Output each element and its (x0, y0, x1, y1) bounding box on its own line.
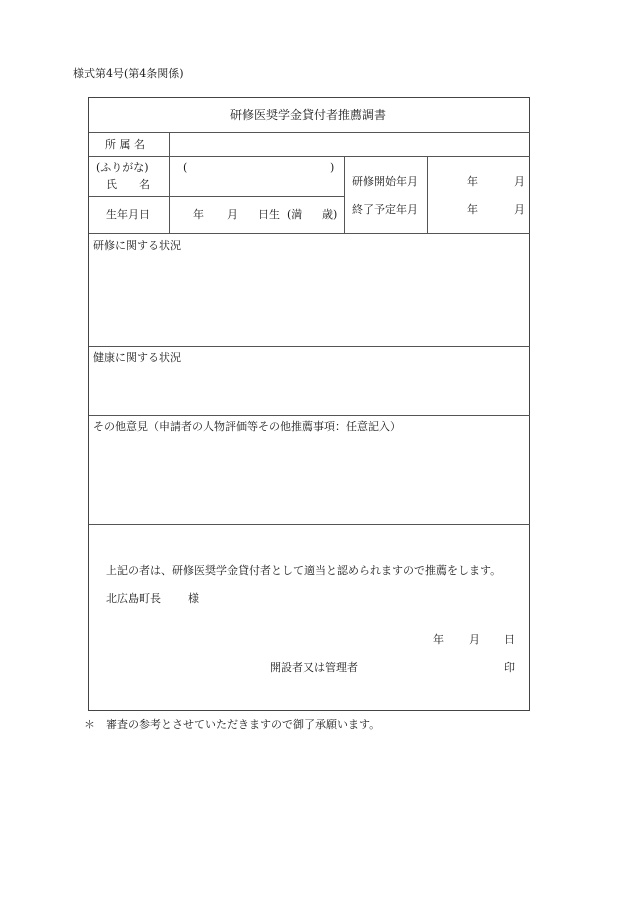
form-title: 研修医奨学金貸付者推薦調書 (230, 108, 387, 122)
date-day-unit: 日 (504, 633, 515, 646)
column-divider (344, 157, 345, 233)
date-month-unit: 月 (469, 633, 480, 646)
footnote-asterisk: ＊ (84, 718, 95, 731)
date-year-unit: 年 (433, 633, 444, 646)
name-field[interactable] (172, 176, 340, 194)
health-status-label: 健康に関する状況 (93, 351, 181, 364)
training-status-field[interactable] (92, 256, 526, 342)
row-divider (89, 346, 530, 347)
row-divider (89, 524, 530, 525)
training-end-label: 終了予定年月 (352, 203, 418, 216)
row-divider (89, 415, 530, 416)
other-opinions-label: その他意見（申請者の人物評価等その他推薦事項：任意記入） (93, 420, 401, 433)
other-opinions-field[interactable] (92, 437, 526, 521)
row-divider (89, 156, 530, 157)
training-status-label: 研修に関する状況 (93, 239, 181, 252)
training-start-year-unit: 年 (467, 175, 478, 188)
row-divider (89, 196, 344, 197)
addressee: 北広島町長 (106, 592, 161, 605)
row-divider (89, 132, 530, 133)
honorific: 様 (188, 592, 199, 605)
furigana-close-paren: ) (330, 161, 335, 174)
footnote-text: 審査の参考とさせていただきますので御了承願います。 (106, 718, 381, 731)
training-start-month-unit: 月 (514, 175, 525, 188)
furigana-label: (ふりがな) (96, 161, 149, 174)
column-divider (427, 157, 428, 233)
training-start-label: 研修開始年月 (352, 175, 418, 188)
training-end-year-unit: 年 (467, 203, 478, 216)
birth-year-unit: 年 (193, 208, 204, 221)
form-number-label: 様式第4号(第4条関係) (73, 67, 184, 80)
recommendation-statement: 上記の者は、研修医奨学金貸付者として適当と認められますので推薦をします。 (106, 564, 502, 577)
affiliation-label: 所 属 名 (105, 138, 145, 151)
name-label: 氏 名 (106, 178, 150, 191)
health-status-field[interactable] (92, 368, 526, 412)
birthdate-label: 生年月日 (106, 208, 150, 221)
training-end-month-unit: 月 (514, 203, 525, 216)
birth-day-unit: 日生 (258, 208, 280, 221)
affiliation-field[interactable] (172, 136, 528, 154)
signer-label: 開設者又は管理者 (270, 661, 358, 674)
age-close: 歳) (322, 208, 338, 221)
row-divider (89, 233, 530, 234)
column-divider (169, 133, 170, 233)
seal-mark: 印 (504, 661, 515, 674)
furigana-open-paren: ( (183, 161, 188, 174)
age-open: (満 (287, 208, 303, 221)
birth-month-unit: 月 (227, 208, 238, 221)
